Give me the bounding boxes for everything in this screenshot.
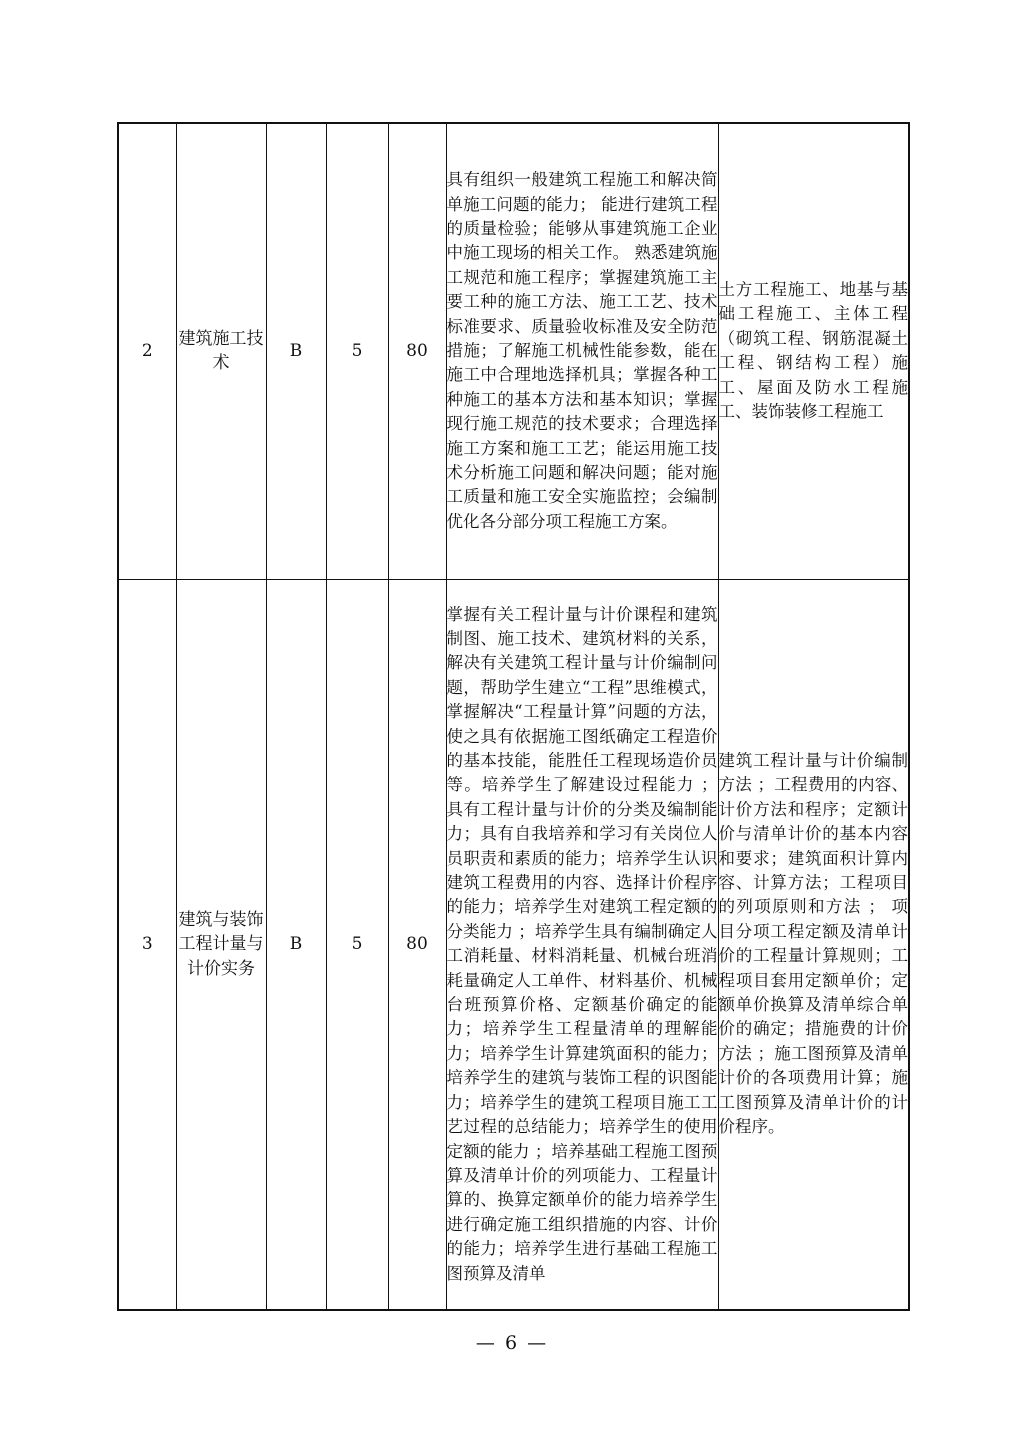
table-row [118, 579, 909, 1310]
course-hours-cell: 80 [388, 123, 446, 579]
course-content-text: 土方工程施工、地基与基础工程施工、主体工程（砌筑工程、钢筋混凝土工程、钢结构工程）施工、屋面及防水工程施工、装饰装修工程施工 [718, 280, 908, 422]
course-credits-cell: 5 [326, 123, 388, 579]
course-content-cell [718, 579, 909, 1310]
course-objective-text: 掌握有关工程计量与计价课程和建筑制图、施工技术、建筑材料的关系，解决有关建筑工程计量与计价编制问题，帮助学生建立“工程”思维模式，掌握解决“工程量计算”问题的方法，使之具有依据施工图纸确定工程造价的基本技能，能胜任工程现场造价员等。培养学生了解建设过程能力 ； 具有工程计量与计价的分类及编制能力；具有自我培养和学习有关岗位人员职责和素质的能力；培养学生认识建筑工程费用的内容、选择计价程序的能力；培养学生对建筑工程定额的分类能力 ；培养学生具有编制确定人工消耗量、材料消耗量、机械台班消耗量确定人工单件、材料基价、机械台班预算价格、定额基价确定的能力；培养学生工程量清单的理解能力；培养学生计算建筑面积的能力； 培养学生的建筑与装饰工程的识图能力；培养学生的建筑工程项目施工工艺过程的总结能力；培养学生的使用定额的能力 ；培养基础工程施工图预算及清单计价的列项能力、工程量计算的、换算定额单价的能力培养学生进行确定施工组织措施的内容、计价的能力；培养学生进行基础工程施工图预算及清单 [446, 604, 718, 1283]
course-credits-cell: 5 [326, 579, 388, 1310]
course-objective-text: 具有组织一般建筑工程施工和解决简单施工问题的能力； 能进行建筑工程的质量检验；能够从事建筑施工企业中施工现场的相关工作。 熟悉建筑施工规范和施工程序；掌握建筑施工主要工种的施工方法、施工工艺、技术标准要求、质量验收标准及安全防范措施；了解施工机械性能参数，能在施工中合理地选择机具；掌握各种工种施工的基本方法和基本知识；掌握现行施工规范的技术要求；合理选择施工方案和施工工艺；能运用施工技术分析施工问题和解决问题；能对施工质量和施工安全实施监控；会编制优化各分部分项工程施工方案。 [446, 170, 718, 531]
course-content-text: 建筑工程计量与计价编制方法 ；工程费用的内容、计价方法和程序；定额计价与清单计价的基本内容和要求；建筑面积计算内容、计算方法；工程项目的列项原则和方法 ； 项目分项工程定额及清单计价的工程量计算规则；工程项目套用定额单价；定额单价换算及清单综合单价的确定；措施费的计价方法 ；施工图预算及清单计价的各项费用计算；施工图预算及清单计价的计价程序。 [718, 751, 908, 1137]
course-table [117, 122, 910, 1311]
course-number-cell: 2 [118, 123, 176, 579]
course-number-cell: 3 [118, 579, 176, 1310]
table-row [118, 123, 909, 579]
course-type-cell: B [266, 123, 326, 579]
course-objective-cell [446, 123, 718, 579]
course-name-cell: 建筑施工技术 [176, 123, 266, 579]
course-hours-cell: 80 [388, 579, 446, 1310]
course-objective-cell [446, 579, 718, 1310]
course-content-cell [718, 123, 909, 579]
page-number: — 6 — [475, 1332, 549, 1354]
course-type-cell: B [266, 579, 326, 1310]
course-name-cell: 建筑与装饰工程计量与计价实务 [176, 579, 266, 1310]
